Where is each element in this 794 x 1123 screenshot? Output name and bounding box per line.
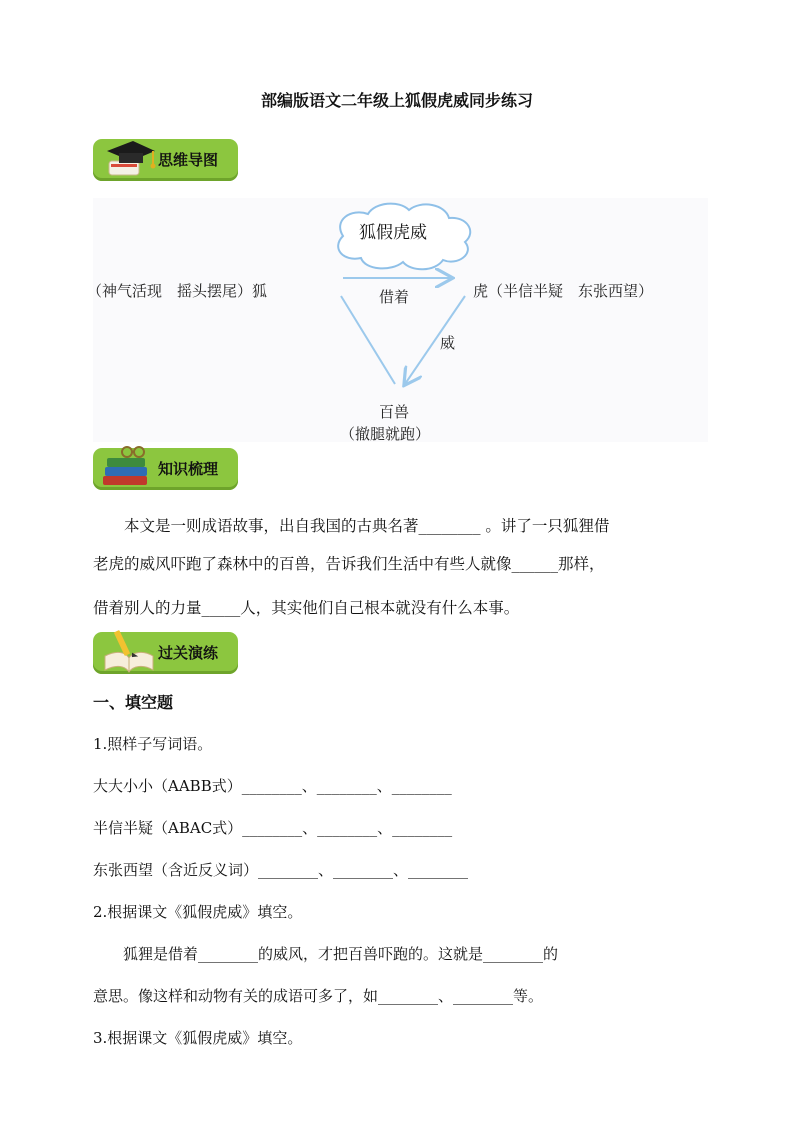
question-1-antonyms: 东张西望（含近反义词）________、________、________ xyxy=(93,861,469,879)
line-fox-to-beasts xyxy=(341,296,395,384)
graduation-cap-icon xyxy=(97,133,157,183)
question-2-line-2: 意思。像这样和动物有关的成语可多了，如________、________等。 xyxy=(93,987,544,1005)
knowledge-line-2: 老虎的威风吓跑了森林中的百兽，告诉我们生活中有些人就像______那样， xyxy=(93,555,605,573)
document-title: 部编版语文二年级上狐假虎威同步练习 xyxy=(260,91,533,110)
practice-badge-label: 过关演练 xyxy=(158,644,219,662)
question-2-line-1: 狐狸是借着________的威风，才把百兽吓跑的。这就是________的 xyxy=(93,945,559,963)
mindmap-badge-label: 思维导图 xyxy=(158,151,219,169)
mind-map xyxy=(87,198,708,443)
notebook-pencil-icon xyxy=(97,626,157,676)
question-2: 2.根据课文《狐假虎威》填空。 xyxy=(93,903,303,921)
knowledge-line-1: 本文是一则成语故事，出自我国的古典名著________ 。讲了一只狐狸借 xyxy=(93,517,610,535)
cloud-title: 狐假虎威 xyxy=(359,223,427,243)
knowledge-line-3: 借着别人的力量_____人，其实他们自己根本就没有什么本事。 xyxy=(93,599,520,617)
question-1: 1.照样子写词语。 xyxy=(93,735,213,753)
fox-attributes: （神气活现 摇头摆尾）狐 xyxy=(87,282,268,300)
arrow-label-borrow: 借着 xyxy=(379,288,410,306)
beasts-state: （撤腿就跑） xyxy=(340,425,431,443)
tiger-attributes: 虎（半信半疑 东张西望） xyxy=(473,282,654,300)
practice-badge xyxy=(93,632,238,674)
mindmap-badge xyxy=(93,139,238,181)
section-title: 一、填空题 xyxy=(93,693,174,712)
arrow-tiger-to-beasts xyxy=(405,296,465,384)
knowledge-badge-label: 知识梳理 xyxy=(158,460,219,478)
beasts-label: 百兽 xyxy=(379,403,410,421)
books-icon xyxy=(97,442,157,492)
knowledge-badge xyxy=(93,448,238,490)
question-1-aabb: 大大小小（AABB式）________、________、________ xyxy=(93,777,452,795)
question-3: 3.根据课文《狐假虎威》填空。 xyxy=(93,1029,303,1047)
question-1-abac: 半信半疑（ABAC式）________、________、________ xyxy=(93,819,453,837)
arrow-label-power: 威 xyxy=(440,334,456,352)
